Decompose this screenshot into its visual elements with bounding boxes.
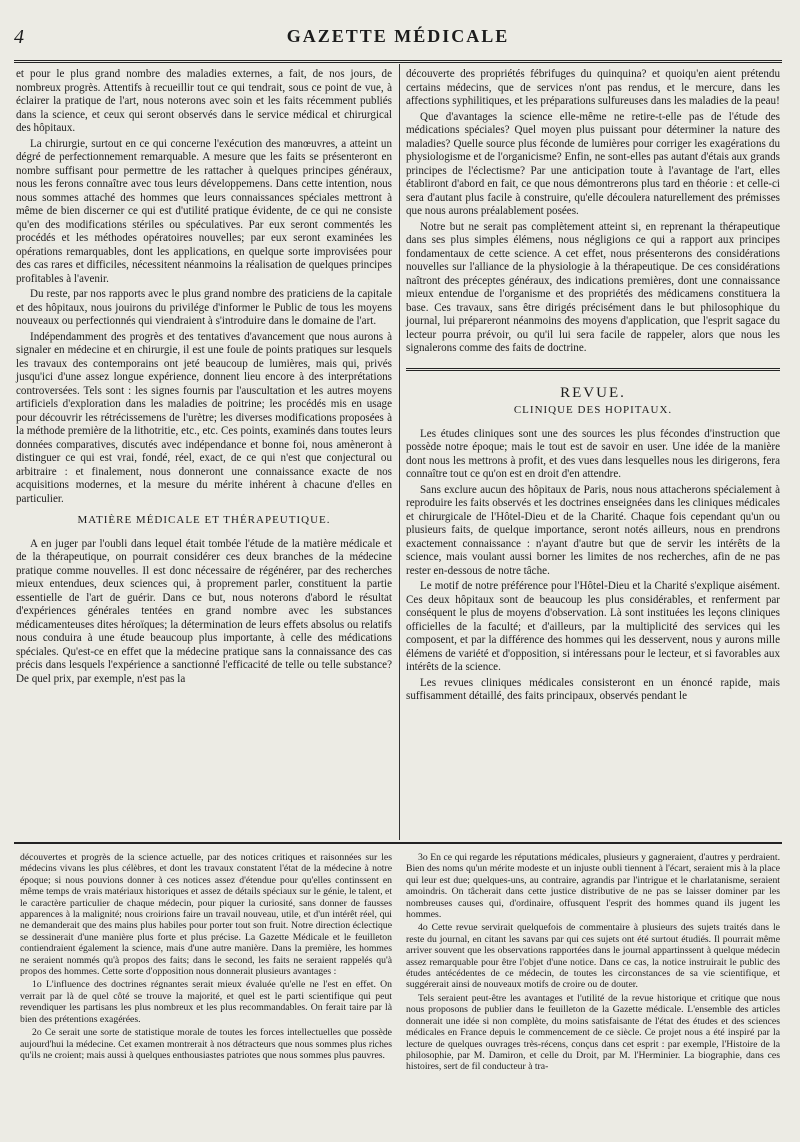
paragraph: Que d'avantages la science elle-même ne retire-t-elle pas de l'étude des médications spéciales? Quel moyen plus puissant pour déterminer la nature des maladies? Quelle source plus féconde de lumières pour corriger les exagérations du physiologisme et de l'organicisme? Enfin, ne sont-elles pas autant d'étais aux grands principes de l'éclectisme? Par une anticipation toute à l'avantage de l'art, elles établiront d'abord en fait, ce que nous démontrerons plus tard en théorie : et celle-ci sera d'autant plus facile à construire, qu'elle découlera naturellement des prémisses que nous aurons préalablement posées. — [406, 110, 780, 217]
feuilleton-right-column — [406, 852, 780, 1075]
revue-subheading: CLINIQUE DES HOPITAUX. — [513, 404, 673, 416]
page-title: GAZETTE MÉDICALE — [286, 26, 510, 46]
paragraph: et pour le plus grand nombre des maladies externes, a fait, de nos jours, de nombreux progrès. Attentifs à recueillir tout ce qui tendrait, sous ce point de vue, à éclairer la pratique de l'art, nous noterons avec soin et les faits récemment publiés dans la science, et ceux qui seront observés dans le service médical et chirurgical des hôpitaux. — [16, 68, 392, 134]
section-divider — [406, 368, 780, 371]
left-column — [16, 68, 392, 688]
paragraph: 1o L'influence des doctrines régnantes serait mieux évaluée qu'elle ne l'est en effet. On verrait par là de quel côté se trouve la majorité, et quel est le parti scientifique qui peut revendiquer les partisans les plus nombreux et les plus recommandables. On ferait taire par là bien des prétentions exagérées. — [20, 979, 392, 1025]
header-rule — [14, 60, 782, 63]
revue-heading: REVUE. — [560, 384, 626, 401]
feuilleton-left-column — [20, 852, 392, 1063]
paragraph: Indépendamment des progrès et des tentatives d'avancement que nous aurons à signaler en médecine et en chirurgie, il est une foule de points pratiques sur lesquels les travaux des contemporains ont jeté beaucoup de lumières, mais qui, privés jusqu'ici d'une assez longue expérience, donnent lieu encore à des interprétations controversées. Tels sont : les signes fournis par l'auscultation et les autres moyens artificiels d'exploration dans les maladies de poitrine; les procédés mis en usage pour découvrir les rétrécissemens de l'urètre; les diverses modifications proposées à la méthode première de la lithotritie, etc., etc. Ces points, examinés dans toutes leurs données comparatives, discutés avec indépendance et bonne foi, nous amèneront à distinguer ce qui est vrai, fondé, réel, exact, de ce qui n'est que conjectural ou arbitraire : et finalement, nous donneront une connaissance exacte de nos acquisitions modernes, et la mesure du mérite inhérent à chacune d'elles en particulier. — [16, 330, 392, 505]
paragraph: Tels seraient peut-être les avantages et l'utilité de la revue historique et critique que nous nous proposons de publier dans le feuilleton de la Gazette médicale. L'ensemble des articles donnerait une idée si non complète, du moins satisfaisante de l'état des études et des sciences médicales en France depuis le commencement de ce siècle. Ce projet nous a été inspiré par la lecture de quelques ouvrages très-récens, conçus dans cet esprit : par exemple, l'Histoire de la philosophie, par M. Damiron, et celle du Droit, par M. l'Herminier. La biographie, dans ces histoires, sert de fil conducteur à tra- — [406, 992, 780, 1073]
page-number: 4 — [14, 26, 24, 48]
paragraph: La chirurgie, surtout en ce qui concerne l'exécution des manœuvres, a atteint un dégré de perfectionnement remarquable. A mesure que les faits se présenteront en nombre suffisant pour permettre de les rattacher à quelques principes généraux, nous les ferons connaître avec tous leurs développemens. Dans cette intention, nous nous sommes attaché des hommes que leurs connaissances spéciales mettront à même de bien discerner ce qui est d'utilité pratique évidente, de ce qui ne consiste qu'en des modifications stériles ou spéculatives. Par eux seront commentés les procédés et les méthodes opératoires nouvelles; par eux seront examinées les opérations remarquables, dont les applications, en quelque sorte improvisées pour des cas rares et difficiles, nécessitent néanmoins la réalisation de quelques principes profitables à l'avenir. — [16, 137, 392, 285]
column-divider — [399, 64, 400, 840]
paragraph: 3o En ce qui regarde les réputations médicales, plusieurs y gagneraient, d'autres y perdraient. Bien des noms qu'un mérite modeste et un injuste oubli tiennent à l'écart, seraient mis à la place qui leur est due; quelques-uns, au contraire, agrandis par l'intrigue et le charlatanisme, seraient amoindris. On tâcherait dans cette justice distributive de ne pas se laisser dominer par les nombreuses causes qui, d'ordinaire, offusquent l'esprit des hommes quand ils jugent les hommes. — [406, 852, 780, 921]
paragraph: Les revues cliniques médicales consisteront en un énoncé rapide, mais suffisamment détaillé, des faits principaux, observés pendant le — [406, 676, 780, 702]
paragraph: Le motif de notre préférence pour l'Hôtel-Dieu et la Charité s'explique aisément. Ces deux hôpitaux sont de beaucoup les plus considérables, et renferment par conséquent le plus de moyens d'observation. Là sont instituées les leçons cliniques officielles de la faculté; et d'ailleurs, par la multiplicité des services qui les composent, et par la différence des hommes qui les desservent, nous y aurons mille élémens de variété et d'opposition, si intéressans pour le lecteur, et si favorables aux intérêts de la science. — [406, 580, 780, 673]
paragraph: découverte des propriétés fébrifuges du quinquina? et quoiqu'en aient prétendu certains médecins, que de services n'ont pas rendus, et le mercure, dans les affections syphilitiques, et les préparations sulfureuses dans les maladies de la peau! — [406, 68, 780, 107]
feuilleton-rule — [14, 842, 782, 844]
paragraph: découvertes et progrès de la science actuelle, par des notices critiques et raisonnées sur les médecins vivans les plus célèbres, et dont les travaux constatent l'état de la médecine à notre époque; si nous pouvions donner à ces notices assez d'étendue pour qu'elles continssent en même temps de vrais matériaux historiques et assez de détails spéciaux sur le génie, le talent, et le caractère particulier de chaque médecin, pour piquer la curiosité, sans donner de fausses apparences à la malignité; nous croirions faire un travail nouveau, utile, et d'un intérêt réel, qui ne demanderait que des mains plus habiles pour porter tout son fruit. Notre direction éclectique se dessinerait d'une manière plus forte et plus précise. La Gazette Médicale et le feuilleton contiendraient également la science, mais d'une autre manière. Dans la première, les hommes ne seraient nommés qu'à propos des faits; dans le second, les faits ne seraient rappelés qu'à propos des hommes. Cette sorte d'opposition nous donnerait plusieurs avantages : — [20, 852, 392, 978]
paragraph: Les études cliniques sont une des sources les plus fécondes d'instruction que possède notre époque; mais le tout est de savoir en user. Une idée de la manière dont nous les mettrons à profit, et des vues dans lesquelles nous les dirigerons, fera connaître tout ce qu'on est en droit d'en attendre. — [406, 427, 780, 480]
paragraph: Sans exclure aucun des hôpitaux de Paris, nous nous attacherons spécialement à reproduire les faits observés et les doctrines enseignées dans les cliniques médicales et chirurgicale de l'Hôtel-Dieu et de la Charité. Chaque fois cependant qu'un ou plusieurs faits, de quelque importance, seront notés ailleurs, nous en prendrons exactement connaissance : n'ayant d'autre but que de servir les intérêts de la science, mais voulant aussi borner les limites de nos recherches, afin de ne pas rester en-dessous de notre tâche. — [406, 483, 780, 577]
paragraph: 4o Cette revue servirait quelquefois de commentaire à plusieurs des sujets traités dans le reste du journal, en citant les savans par qui ces sujets ont été surtout étudiés. Il pourrait même arriver souvent que les observations rapportées dans le journal appartinssent à quelque médecin assez remarquable pour être l'objet d'une notice. Dans ce cas, la notice instruirait le public des études antécédentes de ce médecin, de toutes les circonstances de sa vie scientifique, et suggérerait ainsi de nouveaux motifs de croire ou de douter. — [406, 922, 780, 991]
paragraph: Du reste, par nos rapports avec le plus grand nombre des praticiens de la capitale et des hôpitaux, nous jouirons du privilége d'informer le Public de tous les moyens nouveaux ou perfectionnés qui viendraient à s'introduire dans le domaine de l'art. — [16, 288, 392, 327]
paragraph: Notre but ne serait pas complètement atteint si, en reprenant la thérapeutique dans ses plus simples élémens, nous négligions ce qui a rapport aux principes fondamentaux de cette science. A cet effet, nous présenterons des considérations nouvelles sur l'alliance de la physiologie à la thérapeutique. De ces considérations naîtront des préceptes généraux, des indications premières, dont une connaissance mieux entendue de l'organisme et des propriétés des médicamens constituera la base. Ces travaux, sans être dirigés précisément dans le but philosophique du journal, lui prépareront néanmoins des moyens d'application, que l'esprit sagace du lecteur pourra prévoir, ou qu'il lui sera facile de rappeler, alors que nous les signalerons comme des faits de doctrine. — [406, 220, 780, 354]
paragraph: A en juger par l'oubli dans lequel était tombée l'étude de la matière médicale et de la thérapeutique, on pourrait considérer ces deux branches de la médecine pratique comme nouvelles. Il est donc nécessaire de régénérer, par des recherches mieux entendues, deux sciences qui, à proprement parler, constituent la partie essentielle de l'art de guérir. Dans ce but, nous noterons d'abord le résultat d'expériences générales tentées en grand nombre avec les substances médicamenteuses dites héroïques; la détermination de leurs effets absolus ou relatifs nous conduira à une étude beaucoup plus importante, à celle des médications spéciales. Qu'est-ce en effet que la médecine pratique sans la connaissance des cas précis dans lesquels l'expérience a sanctionné l'efficacité de telle ou telle substance? De quel prix, par exemple, n'est pas la — [16, 537, 392, 685]
right-column — [406, 68, 780, 706]
paragraph: 2o Ce serait une sorte de statistique morale de toutes les forces intellectuelles que possède aujourd'hui la médecine. Cet examen montrerait à nos détracteurs que nous sommes plus riches qu'ils ne croient; mais aussi à quelques enthousiastes patriotes que nous sommes plus pauvres. — [20, 1027, 392, 1061]
section-heading: MATIÈRE MÉDICALE ET THÉRAPEUTIQUE. — [77, 514, 331, 526]
